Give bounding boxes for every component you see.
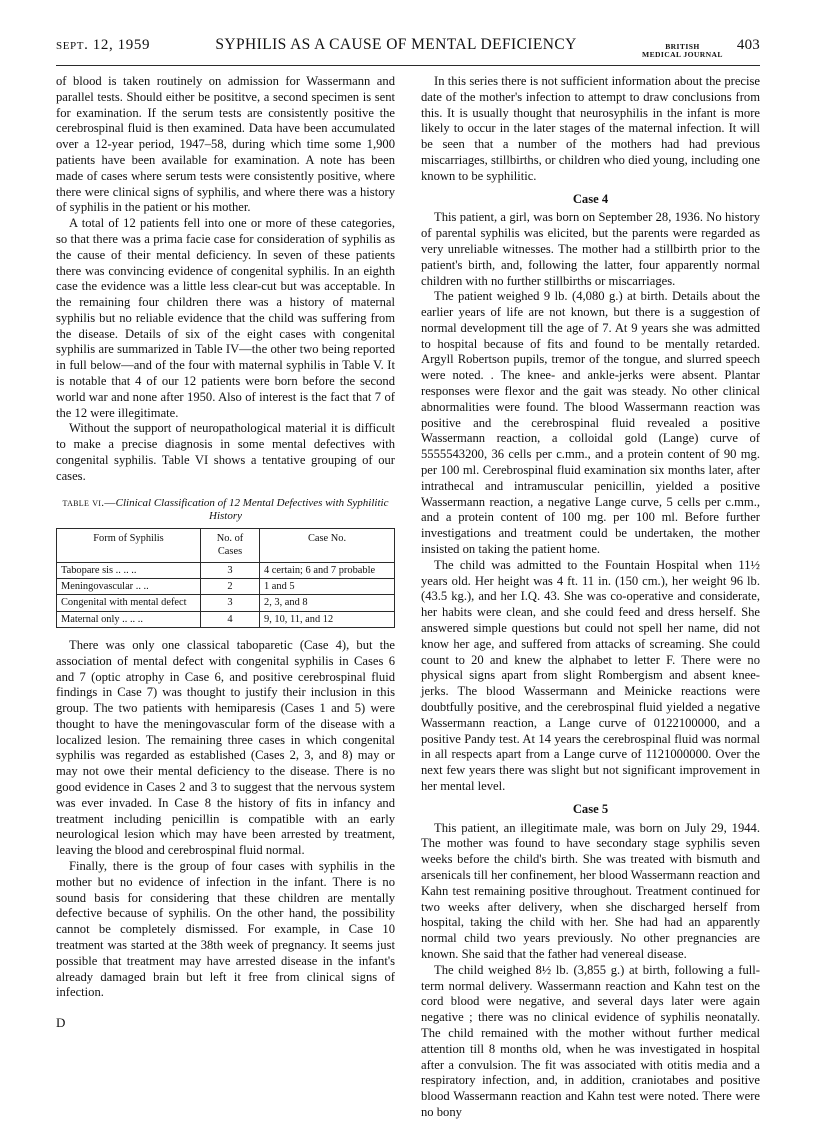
journal-name-line1: BRITISH xyxy=(665,42,700,51)
case-4-heading: Case 4 xyxy=(572,191,609,206)
header-rule xyxy=(56,65,760,66)
cell-caseno: 1 and 5 xyxy=(260,578,395,594)
journal-name xyxy=(642,43,723,59)
table-row xyxy=(57,578,395,594)
paragraph: This patient, a girl, was born on September 28, 1936. No history of parental syphilis was elicited, but the parents were regarded as very unreliable witnesses. The mother had a stillbirth prior to the patient's birth, and, following the latter, four apparently normal children with no further stillbirths or miscarriages. xyxy=(421,210,760,288)
cell-form: Tabopare sis .. .. .. xyxy=(57,562,201,578)
journal-name-line2: MEDICAL JOURNAL xyxy=(642,49,723,59)
cell-caseno: 4 certain; 6 and 7 probable xyxy=(260,562,395,578)
table-caption-title: Clinical Classification of 12 Mental Defectives with Syphilitic History xyxy=(115,496,389,522)
cell-cases: 3 xyxy=(201,595,260,611)
right-column xyxy=(421,73,760,1119)
paragraph: The child weighed 8½ lb. (3,855 g.) at birth, following a full-term normal delivery. Wassermann reaction and Kahn test on the cord blood were negative, and several days later were again negative ; there was no clinical evidence of syphilis neonatally. The child remained with the mother without further medical attention till 8 months old, when he was investigated in hospital after a convulsion. The fit was associated with otitis media and a respiratory infection, and, in addition, craniotabes and positive blood Wassermann reaction and Kahn test were noted. There were no bony xyxy=(421,962,760,1119)
table-row xyxy=(57,611,395,627)
paragraph: This patient, an illegitimate male, was born on July 29, 1944. The mother was found to have secondary stage syphilis seven weeks before the child's birth. She was treated with bismuth and arsenicals till her confinement, her blood Wassermann reaction and Kahn test remaining positive throughout. Treatment continued for two weeks after delivery, when she discharged herself from hospital, taking the child with her. She had had an apparently normal child two years previously. No other pregnancies are known. She said that the father had venereal disease. xyxy=(421,820,760,961)
signature-mark: D xyxy=(56,1015,66,1031)
table-header-row xyxy=(57,529,395,563)
running-head-date: sept. 12, 1959 xyxy=(56,37,151,53)
paragraph: The patient weighed 9 lb. (4,080 g.) at birth. Details about the earlier years of life are not known, but there is a suggestion of normal development till the age of 7. At 9 years she was admitted to hospital because of fits and found to be mentally retarded. Argyll Robertson pupils, tremor of the tongue, and slurred speech were noted. . The knee- and ankle-jerks were absent. Plantar responses were flexor and the gait was steady. No other clinical abnormalities were found. The blood Wassermann reaction was positive and the cerebrospinal fluid revealed a positive Wassermann reaction, a colloidal gold (Lange) curve of 5555543200, 36 cells per c.mm., and a protein content of 90 mg. per 100 ml. Cerebrospinal fluid examination six months later, after intrathecal and intramuscular penicillin, yielded a positive Wassermann reaction, a negative Lange curve, 5 cells per c.mm., and a protein content of 100 mg. per 100 ml. Before further investigations and treatment could be undertaken, the mother insisted on taking the patient home. xyxy=(421,289,760,557)
paragraph: The child was admitted to the Fountain Hospital when 11½ years old. Her height was 4 ft. 11 in. (150 cm.), her weight 96 lb. (43.5 kg.), and her I.Q. 43. She was co-operative and considerate, her habits were clean, and she could feed and dress herself. She answered simple questions but could not spell her name, did not know her age, and suffered from attacks of screaming. She could count to 20 and knew the alphabet to letter F. There were no physical signs apart from slight Rombergism and absent knee-jerks. The blood Wassermann and Meinicke reactions were doubtfully positive, and the cerebrospinal fluid yielded a negative Wassermann reaction, a Lange curve of 0122100000, and a positive Pandy test. At 14 years the cerebrospinal fluid was normal in all respects apart from a Lange curve of 1121000000. Over the next few years there was slight but not significant improvement in her mental level. xyxy=(421,557,760,793)
running-head-title: SYPHILIS AS A CAUSE OF MENTAL DEFICIENCY xyxy=(215,36,577,53)
table-vi xyxy=(56,497,395,628)
cell-cases: 3 xyxy=(201,562,260,578)
cell-caseno: 2, 3, and 8 xyxy=(260,595,395,611)
table-row xyxy=(57,595,395,611)
col-header-cases: No. of Cases xyxy=(201,529,260,563)
table-caption xyxy=(56,497,395,523)
cell-form: Congenital with mental defect xyxy=(57,595,201,611)
left-column xyxy=(56,74,395,1084)
cell-cases: 2 xyxy=(201,578,260,594)
case-5-heading: Case 5 xyxy=(572,801,609,816)
paragraph: In this series there is not sufficient information about the precise date of the mother's infection to attempt to draw conclusions from this. It is usually thought that neurosyphilis in the infant is more likely to occur in the later stages of the maternal infection. It will be seen that a number of the mothers had had previous miscarriages, stillbirths, or children who died young, including one known to be syphilitic. xyxy=(421,73,760,183)
col-header-caseno: Case No. xyxy=(260,529,395,563)
cell-caseno: 9, 10, 11, and 12 xyxy=(260,611,395,627)
cell-cases: 4 xyxy=(201,611,260,627)
cell-form: Meningovascular .. .. xyxy=(57,578,201,594)
col-header-form: Form of Syphilis xyxy=(57,529,201,563)
page-number: 403 xyxy=(736,37,760,53)
paragraph: of blood is taken routinely on admission for Wassermann and parallel tests. Should either be posititve, a second specimen is sent for examination. If the serum tests are consistently positive the cerebrospinal fluid is then examined. Data have been accumulated over a 12-year period, 1947–58, during which time some 1,900 patients have been available for examination. A note has been made of cases where serum tests were consistently positive, where there were clinical signs of syphilis, and where there was a history of syphilis in the patient or his mother. xyxy=(56,73,395,215)
paragraph: There was only one classical taboparetic (Case 4), but the association of mental defect with congenital syphilis in Cases 6 and 7 (optic atrophy in Case 6, and positive cerebrospinal fluid findings in Case 7) was thought to justify their inclusion in this group. The two patients with hemiparesis (Cases 1 and 5) were thought to have the meningovascular form of the disease with a localized lesion. The remaining three cases in which congenital syphilis was regarded as established (Cases 2, 3, and 8) may or may not owe their mental deficiency to the disease. There is no good evidence in Cases 2 and 3 to suggest that the nervous system was ever invaded. In Case 8 the history of fits in infancy and treatment including penicillin is compatible with an early neurological lesion which may have been arrested by treatment, leaving the blood and cerebrospinal fluid normal. xyxy=(56,637,395,858)
two-column-body xyxy=(56,73,760,1119)
running-head xyxy=(56,36,760,63)
paragraph: Finally, there is the group of four cases with syphilis in the mother but no evidence of infection in the infant. There is no sound basis for considering that these children are mentally defective because of syphilis. On the other hand, the possibility cannot be completely dismissed. For example, in Case 10 treatment was started at the 38th week of pregnancy. It seems just possible that treatment may have arrested disease in the infant's already damaged brain but left it free from clinical signs of infection. xyxy=(56,859,395,1000)
running-head-right xyxy=(642,37,760,59)
paragraph: Without the support of neuropathological material it is difficult to make a precise diagnosis in some mental defectives with congenital syphilis. Table VI shows a tentative grouping of our cases. xyxy=(56,421,395,483)
table-row xyxy=(57,562,395,578)
classification-table xyxy=(56,528,395,628)
cell-form: Maternal only .. .. .. xyxy=(57,611,201,627)
paragraph: A total of 12 patients fell into one or more of these categories, so that there was a prima facie case for consideration of syphilis as the cause of their mental deficiency. In seven of these patients there was convincing evidence of congenital syphilis. In an eighth case the evidence was a little less clear-cut but was acceptable. In the remaining four children there was a history of maternal syphilis but no reliable evidence that the child was suffering from the disease. Details of six of the eight cases with congenital syphilis are summarized in Table IV—the other two being reported in full below—and of the four with maternal syphilis in Table V. It is notable that 4 of our 12 patients were born before the second world war and none after 1950. Also of interest is the fact that 7 of the 12 were illegitimate. xyxy=(56,216,395,420)
table-caption-label: table vi.— xyxy=(62,496,116,509)
